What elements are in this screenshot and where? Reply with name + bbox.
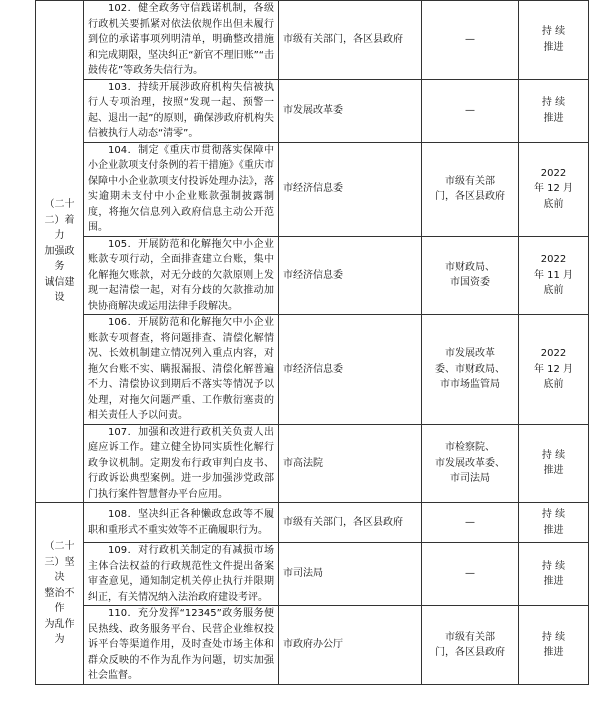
lead-unit: 市发展改革委: [279, 79, 422, 142]
task-description: 103．持续开展涉政府机构失信被执行人专项治理，按照“发现一起、预警一起、退出一起”的原则，确保涉政府机构失信被执行人动态“清零”。: [84, 79, 279, 142]
lead-unit: 市经济信息委: [279, 236, 422, 315]
task-description: 104．制定《重庆市贯彻落实保障中小企业款项支付条例的若干措施》《重庆市保障中小企业款项支付投诉处理办法》，落实逾期未支付中小企业账款强制披露制度，将拖欠信息列入政府信息主动公开范围。: [84, 142, 279, 236]
lead-unit: 市司法局: [279, 543, 422, 606]
cooperating-unit: 市财政局、 市国资委: [422, 236, 519, 315]
task-description: 102．健全政务守信践诺机制，各级行政机关要抓紧对依法依规作出但未履行到位的承诺事项列明清单，明确整改措施和完成期限，坚决纠正“新官不理旧账”“击鼓传花”等政务失信行为。: [84, 1, 279, 80]
table-row: [36, 424, 589, 503]
table-body: [36, 1, 589, 685]
table-row: [36, 606, 589, 685]
table-row: [36, 543, 589, 606]
lead-unit: 市高法院: [279, 424, 422, 503]
time-limit: 2022 年 12 月 底前: [519, 142, 589, 236]
task-description: 108．坚决纠正各种懒政怠政等不履职和重形式不重实效等不正确履职行为。: [84, 503, 279, 543]
time-limit: 持 续 推进: [519, 503, 589, 543]
time-limit: 持 续 推进: [519, 543, 589, 606]
cooperating-unit: 市级有关部 门，各区县政府: [422, 606, 519, 685]
table-row: [36, 236, 589, 315]
time-limit: 持 续 推进: [519, 606, 589, 685]
time-limit: 2022 年 11 月 底前: [519, 236, 589, 315]
table-row: [36, 79, 589, 142]
task-description: 106．开展防范和化解拖欠中小企业账款专项督查，将问题排查、清偿化解情况、长效机制建立情况列入重点内容，对拖欠台账不实、瞒报漏报、清偿化解普遍不力、清偿协议到期后不落实等情况予以处理，对拖欠问题严重、工作敷衍塞责的相关责任人予以问责。: [84, 315, 279, 425]
lead-unit: 市级有关部门，各区县政府: [279, 1, 422, 80]
task-description: 110．充分发挥“12345”政务服务便民热线、政务服务平台、民营企业维权投诉平台等渠道作用，及时查处市场主体和群众反映的不作为乱作为问题，切实加强社会监督。: [84, 606, 279, 685]
cooperating-unit: —: [422, 79, 519, 142]
task-description: 107．加强和改进行政机关负责人出庭应诉工作。建立健全协同实质性化解行政争议机制。定期发布行政审判白皮书、行政诉讼典型案例。进一步加强涉党政部门执行案件智慧督办平台应用。: [84, 424, 279, 503]
time-limit: 持 续 推进: [519, 1, 589, 80]
task-description: 109．对行政机关制定的有减损市场主体合法权益的行政规范性文件提出备案审查意见，通知制定机关停止执行并限期纠正，有关情况纳入法治政府建设考评。: [84, 543, 279, 606]
cooperating-unit: 市发展改革 委、市财政局、 市市场监管局: [422, 315, 519, 425]
task-description: 105．开展防范和化解拖欠中小企业账款专项行动，全面排查建立台账，集中化解拖欠账款，对无分歧的欠款原则上发现一起清偿一起，对有分歧的欠款推动加快协商解决或运用法律手段解决。: [84, 236, 279, 315]
lead-unit: 市级有关部门，各区县政府: [279, 503, 422, 543]
task-table: [35, 0, 589, 685]
lead-unit: 市政府办公厅: [279, 606, 422, 685]
time-limit: 持 续 推进: [519, 79, 589, 142]
lead-unit: 市经济信息委: [279, 315, 422, 425]
cooperating-unit: 市级有关部 门，各区县政府: [422, 142, 519, 236]
time-limit: 2022 年 12 月 底前: [519, 315, 589, 425]
cooperating-unit: —: [422, 503, 519, 543]
table-row: [36, 1, 589, 80]
cooperating-unit: —: [422, 543, 519, 606]
time-limit: 持 续 推进: [519, 424, 589, 503]
cooperating-unit: —: [422, 1, 519, 80]
lead-unit: 市经济信息委: [279, 142, 422, 236]
category-cell: （二十 三）坚决 整治不作 为乱作为: [36, 503, 84, 685]
table-row: [36, 503, 589, 543]
category-cell: （二十 二）着力 加强政务 诚信建设: [36, 1, 84, 503]
cooperating-unit: 市检察院、 市发展改革委、 市司法局: [422, 424, 519, 503]
table-row: [36, 315, 589, 425]
table-row: [36, 142, 589, 236]
